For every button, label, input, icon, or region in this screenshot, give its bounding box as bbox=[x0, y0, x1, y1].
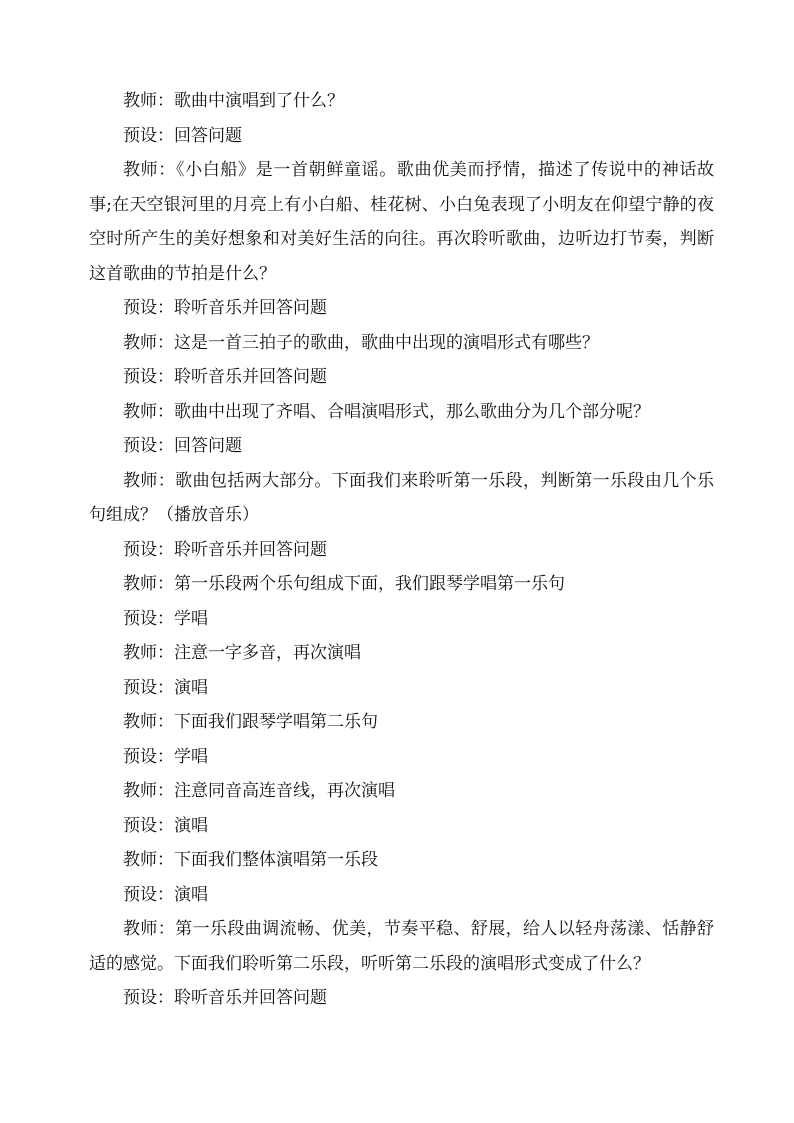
expected-response-paragraph: 预设：回答问题 bbox=[123, 125, 242, 146]
expected-response-paragraph: 预设：演唱 bbox=[123, 815, 208, 836]
teacher-question-paragraph: 教师：第一乐段曲调流畅、优美，节奏平稳、舒展，给人以轻舟荡漾、恬静舒适的感觉。下面我们聆听第二乐段，听听第二乐段的演唱形式变成了什么？ bbox=[89, 919, 714, 974]
teacher-question-paragraph: 教师：这是一首三拍子的歌曲，歌曲中出现的演唱形式有哪些？ bbox=[123, 332, 599, 353]
expected-response-paragraph: 预设：演唱 bbox=[123, 884, 208, 905]
teacher-question-paragraph: 教师：歌曲中出现了齐唱、合唱演唱形式，那么歌曲分为几个部分呢？ bbox=[123, 401, 650, 422]
expected-response-paragraph: 预设：学唱 bbox=[123, 608, 208, 629]
teacher-question-paragraph: 教师：注意同音高连音线，再次演唱 bbox=[123, 781, 395, 801]
expected-response-paragraph: 预设：聆听音乐并回答问题 bbox=[123, 298, 327, 318]
expected-response-paragraph: 预设：聆听音乐并回答问题 bbox=[123, 539, 327, 560]
expected-response-paragraph: 预设：演唱 bbox=[123, 677, 208, 698]
teacher-question-paragraph: 教师：歌曲包括两大部分。下面我们来聆听第一乐段，判断第一乐段由几个乐句组成？（播放音乐） bbox=[89, 470, 714, 525]
teacher-question-paragraph: 教师：《小白船》是一首朝鲜童谣。歌曲优美而抒情，描述了传说中的神话故事;在天空银河里的月亮上有小白船、桂花树、小白兔表现了小明友在仰望宁静的夜空时所产生的美好想象和对美好生活的向往。再次聆听歌曲，边听边打节奏，判断这首歌曲的节拍是什么？ bbox=[89, 160, 714, 284]
teacher-question-paragraph: 教师：注意一字多音，再次演唱 bbox=[123, 643, 361, 663]
teacher-question-paragraph: 教师：下面我们整体演唱第一乐段 bbox=[123, 850, 378, 870]
teacher-question-paragraph: 教师：歌曲中演唱到了什么？ bbox=[123, 91, 344, 111]
expected-response-paragraph: 预设：回答问题 bbox=[123, 436, 242, 456]
teacher-question-paragraph: 教师：第一乐段两个乐句组成下面，我们跟琴学唱第一乐句 bbox=[123, 574, 565, 594]
expected-response-paragraph: 预设：聆听音乐并回答问题 bbox=[123, 988, 327, 1008]
document-body bbox=[89, 84, 714, 1016]
expected-response-paragraph: 预设：聆听音乐并回答问题 bbox=[123, 367, 327, 387]
teacher-question-paragraph: 教师：下面我们跟琴学唱第二乐句 bbox=[123, 712, 378, 732]
expected-response-paragraph: 预设：学唱 bbox=[123, 746, 208, 767]
